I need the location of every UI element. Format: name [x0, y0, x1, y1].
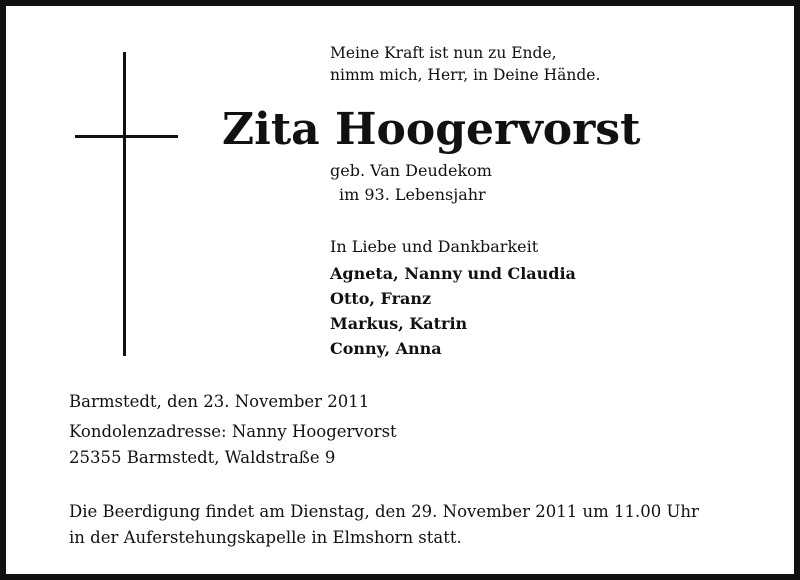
funeral-notice [69, 499, 699, 551]
condolence-line-1: Kondolenzadresse: Nanny Hoogervorst [69, 422, 397, 441]
condolence-line-2: 25355 Barmstedt, Waldstraße 9 [69, 448, 336, 467]
verse-line-1: Meine Kraft ist nun zu Ende, [330, 44, 557, 62]
mourner-names: Markus, Katrin [330, 314, 468, 333]
age: im 93. Lebensjahr [339, 185, 486, 204]
condolence-address [69, 419, 397, 471]
mourner-names: Otto, Franz [330, 289, 432, 308]
verse [330, 42, 600, 86]
mourner-names: Conny, Anna [330, 339, 442, 358]
deceased-name: Zita Hoogervorst [222, 104, 641, 155]
cross-horizontal-bar [75, 135, 178, 138]
birth-name: geb. Van Deudekom [330, 161, 492, 180]
funeral-line-2: in der Auferstehungskapelle in Elmshorn statt. [69, 528, 462, 547]
mourners-intro: In Liebe und Dankbarkeit [330, 237, 539, 256]
mourners-list [330, 261, 576, 361]
place-date: Barmstedt, den 23. November 2011 [69, 392, 370, 411]
cross-vertical-bar [123, 52, 126, 356]
mourner-names: Agneta, Nanny und Claudia [330, 264, 576, 283]
funeral-line-1: Die Beerdigung findet am Dienstag, den 29. November 2011 um 11.00 Uhr [69, 502, 699, 521]
deceased-details [330, 159, 492, 207]
verse-line-2: nimm mich, Herr, in Deine Hände. [330, 66, 601, 84]
